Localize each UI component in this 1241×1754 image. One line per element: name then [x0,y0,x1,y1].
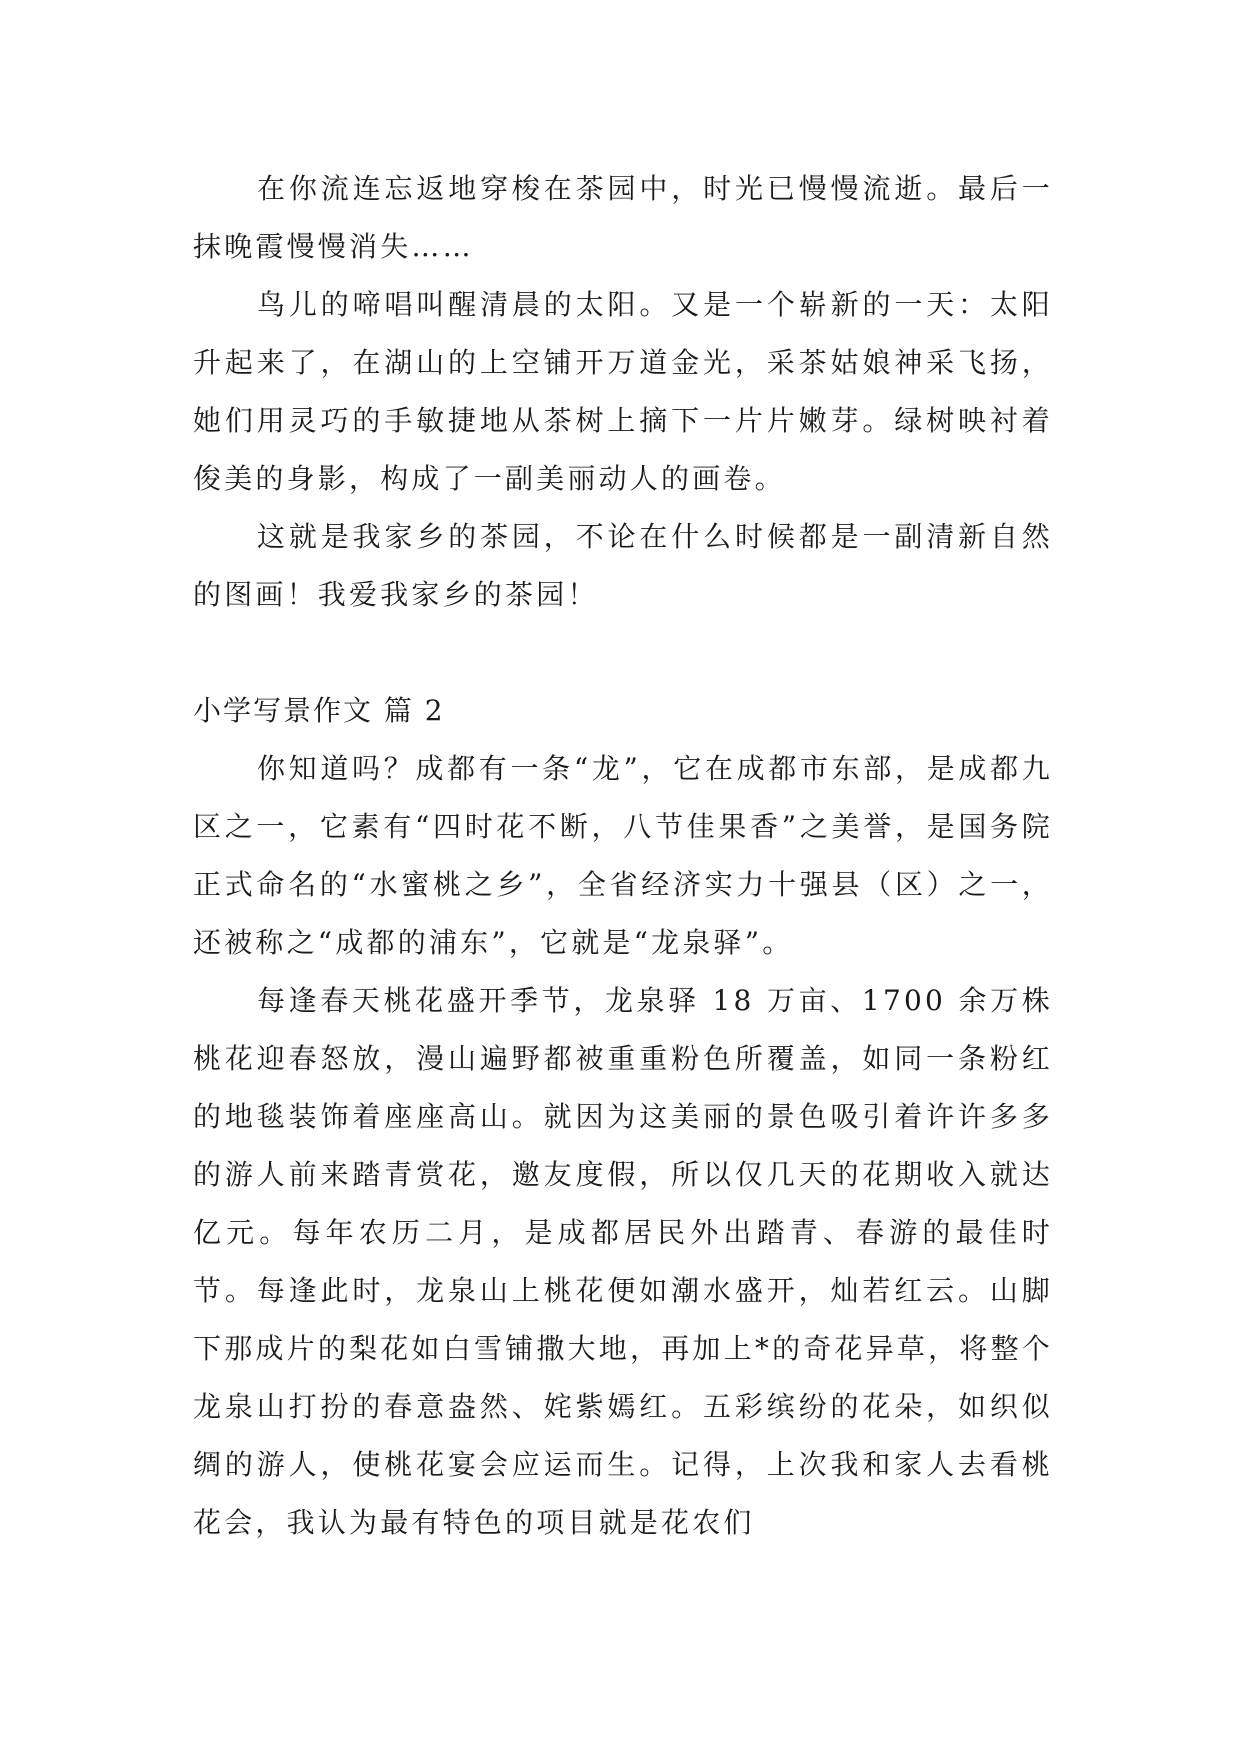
essay-heading: 小学写景作文 篇 2 [193,694,445,727]
paragraph-peach-blossom: 每逢春天桃花盛开季节，龙泉驿 18 万亩、1700 余万株桃花迎春怒放，漫山遍野都被重重粉色所覆盖，如同一条粉红的地毯装饰着座座高山。就因为这美丽的景色吸引着许许多多的游人前来踏青赏花，邀友度假，所以仅几天的花期收入就达亿元。每年农历二月，是成都居民外出踏青、春游的最佳时节。每逢此时，龙泉山上桃花便如潮水盛开，灿若红云。山脚下那成片的梨花如白雪铺撒大地，再加上*的奇花异草，将整个龙泉山打扮的春意盎然、姹紫嫣红。五彩缤纷的花朵，如织似绸的游人，使桃花宴会应运而生。记得，上次我和家人去看桃花会，我认为最有特色的项目就是花农们 [193,984,1053,1539]
paragraph-tea-garden-conclusion: 这就是我家乡的茶园，不论在什么时候都是一副清新自然的图画！我爱我家乡的茶园！ [193,520,1053,611]
paragraph-tea-garden-dusk: 在你流连忘返地穿梭在茶园中，时光已慢慢流逝。最后一抹晚霞慢慢消失…… [193,172,1053,263]
paragraph-longquanyi-intro: 你知道吗？成都有一条“龙”，它在成都市东部，是成都九区之一，它素有“四时花不断，八节佳果香”之美誉，是国务院正式命名的“水蜜桃之乡”，全省经济实力十强县（区）之一，还被称之“成都的浦东”，它就是“龙泉驿”。 [193,752,1053,959]
document-body [193,160,1053,1552]
paragraph-tea-garden-morning: 鸟儿的啼唱叫醒清晨的太阳。又是一个崭新的一天：太阳升起来了，在湖山的上空铺开万道金光，采茶姑娘神采飞扬，她们用灵巧的手敏捷地从茶树上摘下一片片嫩芽。绿树映衬着俊美的身影，构成了一副美丽动人的画卷。 [193,288,1053,495]
